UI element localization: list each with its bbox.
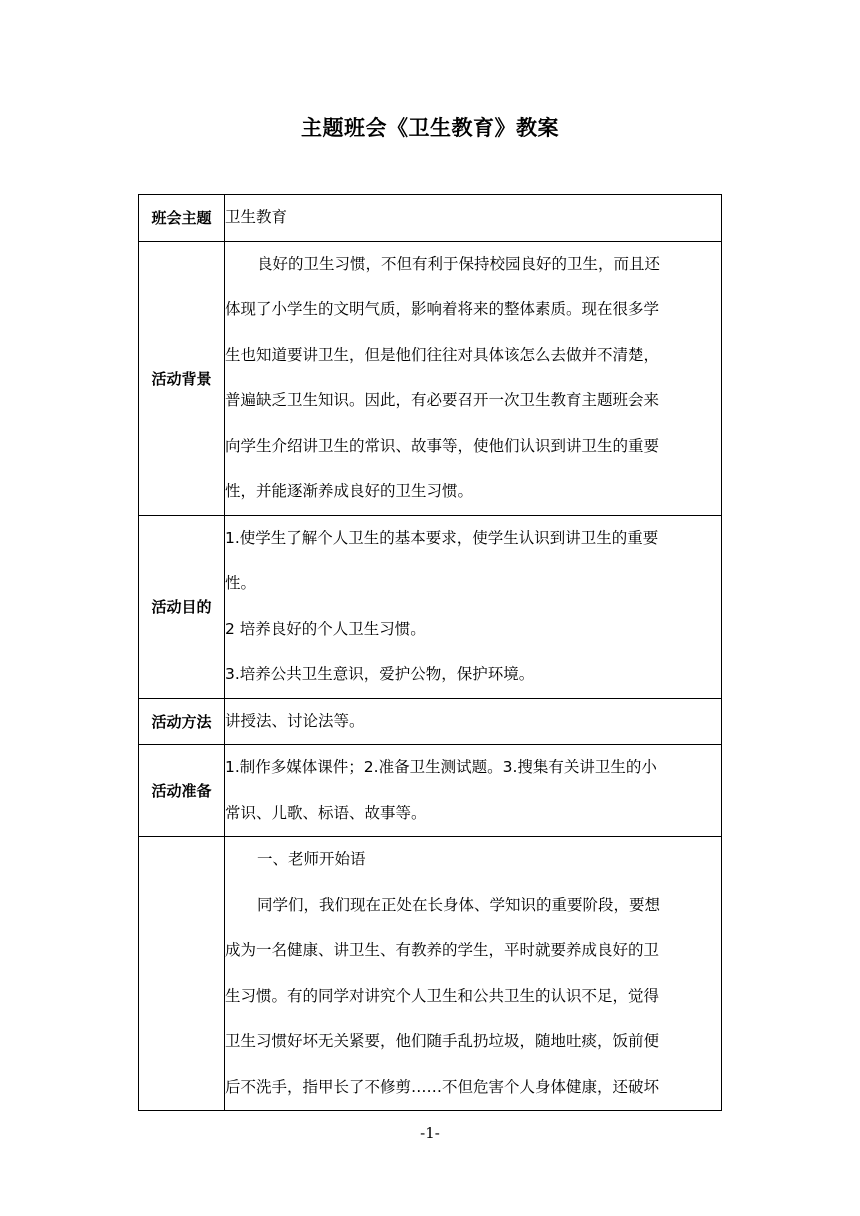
content-line: 向学生介绍讲卫生的常识、故事等，使他们认识到讲卫生的重要 bbox=[225, 436, 660, 455]
row-label: 班会主题 bbox=[139, 195, 225, 242]
lesson-plan-table bbox=[138, 194, 722, 1111]
row-content bbox=[225, 515, 722, 698]
table-row bbox=[139, 241, 722, 515]
content-line: 同学们，我们现在正处在长身体、学知识的重要阶段，要想 bbox=[257, 895, 661, 914]
row-label: 活动准备 bbox=[139, 745, 225, 837]
content-line: 生也知道要讲卫生，但是他们往往对具体该怎么去做并不清楚， bbox=[225, 345, 660, 364]
content-line: 性，并能逐渐养成良好的卫生习惯。 bbox=[225, 482, 474, 500]
row-label: 活动目的 bbox=[139, 515, 225, 698]
table-row bbox=[139, 195, 722, 242]
content-line: 一、老师开始语 bbox=[257, 850, 366, 868]
row-content bbox=[225, 698, 722, 745]
row-label bbox=[139, 837, 225, 1111]
table-row bbox=[139, 745, 722, 837]
row-content bbox=[225, 837, 722, 1111]
row-content bbox=[225, 241, 722, 515]
content-line: 普遍缺乏卫生知识。因此，有必要召开一次卫生教育主题班会来 bbox=[225, 391, 660, 409]
content-line: 性。 bbox=[225, 574, 257, 592]
row-content bbox=[225, 745, 722, 837]
row-label: 活动方法 bbox=[139, 698, 225, 745]
content-line: 后不洗手，指甲长了不修剪……不但危害个人身体健康，还破坏 bbox=[225, 1077, 660, 1096]
table-row bbox=[139, 837, 722, 1111]
content-line: 成为一名健康、讲卫生、有教养的学生，平时就要养成良好的卫 bbox=[225, 941, 660, 959]
table-row bbox=[139, 515, 722, 698]
content-line: 卫生习惯好坏无关紧要，他们随手乱扔垃圾，随地吐痰，饭前便 bbox=[225, 1032, 660, 1050]
row-label: 活动背景 bbox=[139, 241, 225, 515]
table-row bbox=[139, 698, 722, 745]
content-line: 3.培养公共卫生意识，爱护公物，保护环境。 bbox=[225, 665, 535, 683]
row-content bbox=[225, 195, 722, 242]
content-line: 讲授法、讨论法等。 bbox=[225, 711, 365, 730]
lesson-plan-table-body bbox=[139, 195, 722, 1111]
content-line: 常识、儿歌、标语、故事等。 bbox=[225, 803, 427, 822]
content-line: 良好的卫生习惯，不但有利于保持校园良好的卫生，而且还 bbox=[257, 254, 661, 273]
content-line: 1.使学生了解个人卫生的基本要求，使学生认识到讲卫生的重要 bbox=[225, 528, 659, 547]
content-line: 卫生教育 bbox=[225, 208, 288, 226]
content-line: 2 培养良好的个人卫生习惯。 bbox=[225, 619, 426, 638]
page-number: -1- bbox=[420, 1124, 440, 1142]
content-line: 1.制作多媒体课件；2.准备卫生测试题。3.搜集有关讲卫生的小 bbox=[225, 758, 657, 776]
document-title: 主题班会《卫生教育》教案 bbox=[301, 116, 559, 140]
content-line: 生习惯。有的同学对讲究个人卫生和公共卫生的认识不足，觉得 bbox=[225, 986, 660, 1005]
content-line: 体现了小学生的文明气质，影响着将来的整体素质。现在很多学 bbox=[225, 300, 660, 318]
